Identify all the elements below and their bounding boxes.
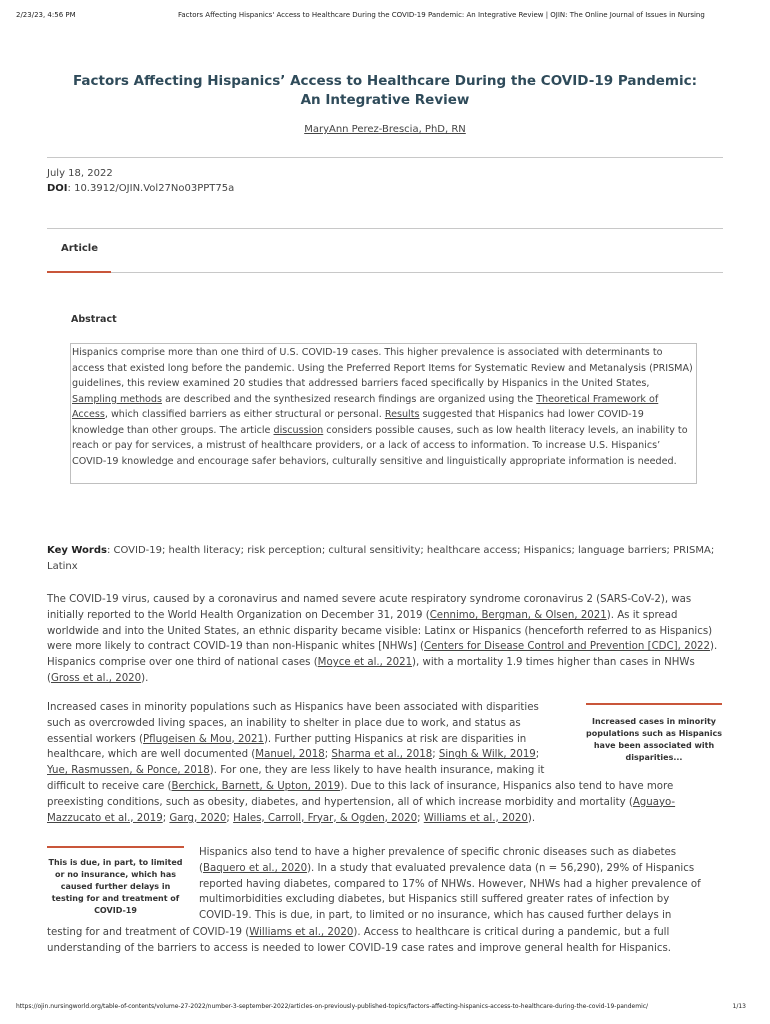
- article-title-line2: An Integrative Review: [300, 92, 470, 108]
- paragraph-text: ). Hispanics comprise over one third of national cases (: [47, 641, 718, 669]
- paragraph-text: reported having diabetes, compared to 17% of NHWs. However, NHWs had a higher prevalence of: [199, 878, 701, 890]
- pullquote-accent-bar: [586, 703, 722, 705]
- citation-link[interactable]: Singh & Wilk, 2019: [438, 749, 536, 761]
- pullquote-2: This is due, in part, to limited or no insurance, which has caused further delays in testing for and treatment of COVID-19: [48, 858, 183, 915]
- paragraph-text: essential workers (: [47, 733, 144, 745]
- citation-link[interactable]: Garg, 2020: [169, 812, 227, 824]
- paragraph-2-full: [47, 779, 727, 826]
- tab-article[interactable]: Article: [61, 243, 99, 254]
- doi-value: : 10.3912/OJIN.Vol27No03PPT75a: [67, 183, 235, 194]
- paragraph-text: ).: [527, 812, 536, 824]
- paragraph-text: The COVID-19 virus, caused by a coronavirus and named severe acute respiratory syndrome coronavirus 2 (SARS-CoV-2), was initially reported to the World Health Organization on December 31, 2019 (: [47, 594, 692, 621]
- paragraph-text: ;: [535, 749, 540, 761]
- paragraph-text: Hispanics also tend to have a higher prevalence of specific chronic diseases such as diabetes: [199, 847, 677, 858]
- pullquote-1: Increased cases in minority populations such as Hispanics have been associated with disparities...: [586, 717, 722, 762]
- paragraph-line: [47, 747, 577, 763]
- citation-link[interactable]: Manuel, 2018: [255, 749, 325, 761]
- abstract-text: are described and the synthesized research findings are organized using the: [162, 393, 537, 405]
- paragraph-line: [199, 861, 727, 877]
- citation-link[interactable]: Gross et al., 2020: [50, 672, 142, 684]
- citation-link[interactable]: Pflugeisen & Mou, 2021: [143, 733, 264, 745]
- paragraph-text: difficult to receive care (: [47, 781, 172, 792]
- paragraph-text: ;: [162, 812, 170, 824]
- citation-link[interactable]: Sharma et al., 2018: [331, 749, 433, 761]
- paragraph-text: ). Access to healthcare is critical during a pandemic, but a full understanding of the barriers to access is needed to lower COVID-19 case rates and improve general health for Hispanics.: [47, 927, 671, 954]
- author-link[interactable]: MaryAnn Perez-Brescia, PhD, RN: [304, 124, 466, 135]
- paragraph-line: [47, 763, 577, 779]
- keywords-text: : COVID-19; health literacy; risk perception; cultural sensitivity; healthcare access; Hispanics; language barriers; PRISMA; Latinx: [47, 545, 715, 572]
- paragraph-text: ). For one, they are less likely to have health insurance, making it: [209, 765, 545, 777]
- pullquote-accent-bar: [47, 846, 184, 848]
- citation-link[interactable]: Berchick, Barnett, & Upton, 2019: [171, 781, 341, 792]
- abstract-box: [70, 343, 697, 484]
- divider: [47, 157, 723, 158]
- paragraph-text: testing for and treatment of COVID-19 (: [47, 927, 250, 938]
- doi-line: [47, 181, 234, 196]
- link-sampling-methods[interactable]: Sampling methods: [72, 393, 163, 405]
- paragraph-text: ). Further putting Hispanics at risk are disparities in: [263, 733, 527, 745]
- divider: [47, 228, 723, 229]
- abstract-text: suggested that Hispanics had lower COVID-19 knowledge than other groups. The article: [72, 409, 644, 436]
- paragraph-3-full: [47, 925, 727, 957]
- paragraph-text: multimorbidities excluding diabetes, but Hispanics still suffered greater rates of infection by: [199, 894, 670, 906]
- print-page-title: Factors Affecting Hispanics' Access to Healthcare During the COVID-19 Pandemic: An Integrative Review | OJIN: The Online Journal of Issues in Nursing: [178, 11, 705, 19]
- paragraph-text: ;: [417, 812, 424, 824]
- paragraph-text: ;: [226, 812, 234, 824]
- paragraph-text: ). As it spread worldwide and into the United States, an ethnic disparity became visible: Latinx or Hispanics (henceforth referred to as Hispanics) were more likely to contract COVID-19 than non-Hispanic whites [NHWs] (: [47, 609, 713, 653]
- doi-label: DOI: [47, 183, 68, 194]
- article-title: [48, 72, 722, 110]
- abstract-text: considers possible causes, such as low health literacy levels, an inability to reach or pay for services, a mistrust of healthcare providers, or a lack of access to information. To increase U.S. Hispanics’ COVID-19 knowledge and encourage safer behaviors, culturally sensitive and linguistically appropriate information is needed.: [72, 424, 688, 467]
- paragraph-2-wrapped: [47, 700, 577, 779]
- paragraph-text: COVID-19. This is due, in part, to limited or no insurance, which has caused further delays in: [199, 910, 672, 922]
- paragraph-text: healthcare, which are well documented (: [47, 749, 256, 761]
- paragraph-text: ;: [324, 749, 332, 761]
- citation-link[interactable]: Moyce et al., 2021: [317, 657, 413, 669]
- article-title-line1: Factors Affecting Hispanics’ Access to Healthcare During the COVID-19 Pandemic:: [73, 73, 697, 89]
- paragraph-text: such as overcrowded living spaces, an inability to shelter in place due to work, and status as: [47, 717, 521, 729]
- citation-link[interactable]: Baquero et al., 2020: [202, 862, 308, 874]
- paragraph-text: ), with a mortality 1.9 times higher than cases in NHWs (: [47, 657, 695, 684]
- page-number: 1/13: [732, 1003, 746, 1010]
- article-meta: [47, 166, 234, 196]
- citation-link[interactable]: Hales, Carroll, Fryar, & Ogden, 2020: [233, 812, 418, 824]
- abstract-heading: Abstract: [71, 314, 117, 325]
- citation-link[interactable]: Centers for Disease Control and Prevention [CDC], 2022: [424, 641, 711, 653]
- paragraph-text: (: [199, 862, 203, 874]
- tab-active-indicator: [47, 271, 111, 273]
- citation-link[interactable]: Williams et al., 2020: [249, 927, 354, 938]
- paragraph-text: ). Due to this lack of insurance, Hispanics also tend to have more preexisting conditions, such as obesity, diabetes, and hypertension, all of which increase morbidity and mortality (: [47, 781, 674, 808]
- print-datetime: 2/23/23, 4:56 PM: [16, 11, 76, 19]
- paragraph-3-wrapped: [199, 845, 727, 924]
- author-byline: [0, 124, 770, 135]
- paragraph-1: [47, 592, 727, 687]
- paragraph-text: ;: [432, 749, 439, 761]
- paragraph-text: ). In a study that evaluated prevalence data (n = 56,290), 29% of Hispanics: [307, 862, 695, 874]
- print-url: https://ojin.nursingworld.org/table-of-contents/volume-27-2022/number-3-september-2022/articles-on-previously-published-topics/factors-affecting-hispanics-access-to-healthcare-during-the-covid-19-pandemic/: [16, 1003, 649, 1010]
- publish-date: July 18, 2022: [47, 168, 113, 179]
- paragraph-text: Increased cases in minority populations such as Hispanics have been associated with disparities: [47, 702, 539, 713]
- abstract-text: , which classified barriers as either structural or personal.: [104, 409, 385, 420]
- citation-link[interactable]: Williams et al., 2020: [423, 812, 528, 824]
- keywords: [47, 543, 723, 574]
- link-discussion[interactable]: discussion: [273, 424, 324, 436]
- paragraph-line: [47, 732, 577, 748]
- keywords-label: Key Words: [47, 545, 107, 556]
- abstract-text: Hispanics comprise more than one third of U.S. COVID-19 cases. This higher prevalence is associated with determinants to access that existed long before the pandemic. Using the Preferred Report Items for Systematic Review and Metanalysis (PRISMA) guidelines, this review examined 20 studies that addressed barriers faced specifically by Hispanics in the United States,: [72, 347, 693, 389]
- citation-link[interactable]: Cennimo, Bergman, & Olsen, 2021: [429, 609, 607, 621]
- citation-link[interactable]: Yue, Rasmussen, & Ponce, 2018: [47, 765, 210, 777]
- link-theoretical-framework[interactable]: Theoretical Framework of Access: [72, 393, 659, 420]
- paragraph-text: ).: [141, 672, 149, 684]
- divider: [47, 272, 723, 273]
- link-results[interactable]: Results: [384, 409, 420, 420]
- citation-link[interactable]: Aguayo-Mazzucato et al., 2019: [47, 796, 676, 824]
